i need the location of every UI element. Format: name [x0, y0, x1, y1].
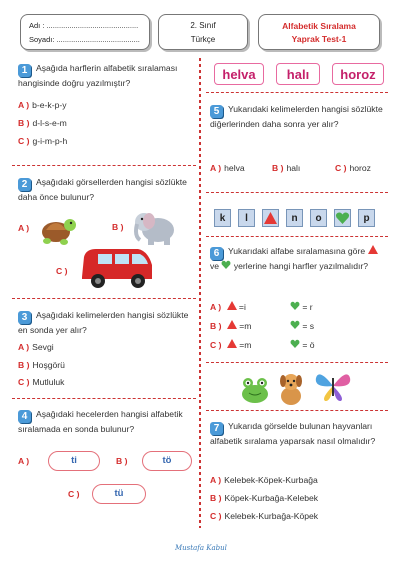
word-horoz: horoz: [332, 63, 384, 85]
q4-option-a-syllable[interactable]: ti: [48, 451, 100, 471]
tile-heart: [334, 209, 351, 227]
test-title: Alfabetik Sıralama: [282, 21, 356, 31]
q7-option-c-text: Kelebek-Kurbağa-Köpek: [224, 511, 319, 521]
q1-option-b-letter: B ): [18, 118, 30, 128]
q7-option-a-text: Kelebek-Köpek-Kurbağa: [224, 475, 318, 485]
q7-option-c-letter: C ): [210, 511, 222, 521]
question-number-7: 7: [210, 422, 223, 435]
q3-option-c-text: Mutluluk: [32, 377, 65, 387]
separator: [206, 92, 388, 93]
question-3-text: Aşağıdaki kelimelerden hangisi sözlükte en sonda yer alır?: [18, 310, 189, 335]
q1-option-a-text: b-e-k-p-y: [32, 100, 67, 110]
question-5-text: Yukarıdaki kelimelerden hangisi sözlükte diğerlerinden daha sonra yer alır?: [210, 104, 383, 129]
butterfly-picture: [313, 368, 353, 404]
q6-option-c-heart[interactable]: [290, 339, 315, 350]
question-number-3: 3: [18, 311, 31, 324]
q6-option-b-heart-value: = s: [302, 321, 315, 331]
q6-option-a-heart[interactable]: [290, 301, 313, 312]
separator: [12, 298, 196, 299]
heart-icon: [335, 210, 350, 226]
q7-option-b[interactable]: [210, 493, 318, 503]
q6-option-a-tri: =i: [238, 302, 246, 312]
q5-option-c-letter: C ): [335, 163, 347, 173]
test-subtitle: Yaprak Test-1: [291, 34, 347, 44]
triangle-icon: [368, 245, 378, 254]
separator: [12, 398, 196, 399]
q6-text-and: ve: [210, 261, 220, 271]
word-hali: halı: [276, 63, 320, 85]
grade-label: 2. Sınıf: [190, 21, 216, 30]
separator: [206, 236, 388, 237]
q6-option-c[interactable]: [210, 339, 251, 350]
separator: [206, 362, 388, 363]
q2-option-c-letter[interactable]: C ): [56, 266, 68, 276]
q2-option-b-letter[interactable]: B ): [112, 222, 124, 232]
q3-option-a[interactable]: [18, 342, 54, 352]
surname-field[interactable]: Soyadı: ........................................: [29, 35, 140, 44]
question-number-2: 2: [18, 178, 31, 191]
q6-option-b-heart[interactable]: [290, 320, 314, 331]
car-picture[interactable]: [78, 243, 156, 291]
q1-option-b[interactable]: [18, 118, 67, 128]
q4-option-c-syllable[interactable]: tü: [92, 484, 146, 504]
heart-icon: [221, 260, 231, 269]
column-divider: [199, 58, 201, 528]
q5-option-b-text: halı: [286, 163, 301, 173]
q6-option-b[interactable]: [210, 320, 251, 331]
q3-option-c-letter: C ): [18, 377, 30, 387]
tile-letter-l: l: [238, 209, 255, 227]
name-field[interactable]: Adı : ............................................: [29, 21, 139, 30]
student-info-box: [20, 14, 150, 50]
tile-letter-p: p: [358, 209, 375, 227]
q6-option-b-letter: B ): [210, 321, 222, 331]
question-4-text: Aşağıdaki hecelerden hangisi alfabetik sıralamada en sonda bulunur?: [18, 409, 183, 434]
q6-option-c-tri: =m: [239, 340, 252, 350]
q7-option-a-letter: A ): [210, 475, 222, 485]
question-2-text: Aşağıdaki görsellerden hangisi sözlükte daha önce bulunur?: [18, 177, 187, 202]
q4-option-a-letter[interactable]: A ): [18, 456, 30, 466]
separator: [206, 410, 388, 411]
triangle-icon: [263, 210, 278, 226]
question-number-4: 4: [18, 410, 31, 423]
q6-option-a-letter: A ): [210, 302, 222, 312]
q3-option-b-text: Hoşgörü: [32, 360, 65, 370]
question-number-1: 1: [18, 64, 31, 77]
tile-letter-o: o: [310, 209, 327, 227]
q3-option-b[interactable]: [18, 360, 65, 370]
q6-option-b-tri: =m: [239, 321, 252, 331]
q1-option-b-text: d-l-s-e-m: [32, 118, 67, 128]
q5-option-b[interactable]: [272, 163, 300, 173]
q3-option-b-letter: B ): [18, 360, 30, 370]
test-title-box: [258, 14, 380, 50]
heart-icon: [290, 320, 300, 329]
triangle-icon: [227, 301, 237, 310]
q5-option-a-text: helva: [224, 163, 245, 173]
heart-icon: [290, 301, 300, 310]
q5-option-c-text: horoz: [349, 163, 371, 173]
q4-option-b-letter[interactable]: B ): [116, 456, 128, 466]
turtle-picture[interactable]: [38, 210, 78, 248]
q5-option-b-letter: B ): [272, 163, 284, 173]
q6-option-a-heart-value: = r: [302, 302, 313, 312]
tile-triangle: [262, 209, 279, 227]
separator: [12, 165, 196, 166]
q6-option-c-letter: C ): [210, 340, 222, 350]
q5-option-c[interactable]: [335, 163, 371, 173]
tile-letter-n: n: [286, 209, 303, 227]
q3-option-a-text: Sevgi: [32, 342, 54, 352]
class-info-box: [158, 14, 248, 50]
q7-option-a[interactable]: [210, 475, 318, 485]
heart-icon: [290, 339, 300, 348]
question-7-text: Yukarıda görselde bulunan hayvanları alfabetik sıralama yaparsak nasıl olmalıdır?: [210, 421, 376, 446]
separator: [206, 192, 388, 193]
q6-option-a[interactable]: [210, 301, 246, 312]
frog-picture: [238, 372, 272, 406]
q7-option-c[interactable]: [210, 511, 318, 521]
q1-option-c-text: g-i-m-p-h: [32, 136, 68, 146]
triangle-icon: [227, 320, 237, 329]
q5-option-a-letter: A ): [210, 163, 222, 173]
dog-picture: [276, 370, 306, 406]
question-number-5: 5: [210, 105, 223, 118]
elephant-picture[interactable]: [132, 206, 178, 248]
q3-option-c[interactable]: [18, 377, 64, 387]
q6-text-before: Yukarıdaki alfabe sıralamasına göre: [228, 246, 366, 256]
subject-label: Türkçe: [190, 35, 216, 44]
q6-option-c-heart-value: = ö: [302, 340, 315, 350]
question-number-6: 6: [210, 247, 223, 260]
tile-letter-k: k: [214, 209, 231, 227]
q3-option-a-letter: A ): [18, 342, 30, 352]
word-helva: helva: [214, 63, 264, 85]
author-signature: Mustafa Kabul: [175, 544, 227, 552]
q7-option-b-text: Köpek-Kurbağa-Kelebek: [224, 493, 319, 503]
q1-option-c[interactable]: [18, 136, 67, 146]
q1-option-a-letter: A ): [18, 100, 30, 110]
question-6-text: [210, 244, 388, 274]
q6-text-after: yerlerine hangi harfler yazılmalıdır?: [233, 261, 369, 271]
q7-option-b-letter: B ): [210, 493, 222, 503]
q4-option-b-syllable[interactable]: tö: [142, 451, 192, 471]
triangle-icon: [227, 339, 237, 348]
q1-option-c-letter: C ): [18, 136, 30, 146]
q5-option-a[interactable]: [210, 163, 245, 173]
q4-option-c-letter[interactable]: C ): [68, 489, 80, 499]
q2-option-a-letter[interactable]: A ): [18, 223, 30, 233]
question-1-text: Aşağıda harflerin alfabetik sıralaması hangisinde doğru yazılmıştır?: [18, 63, 178, 88]
q1-option-a[interactable]: [18, 100, 67, 110]
